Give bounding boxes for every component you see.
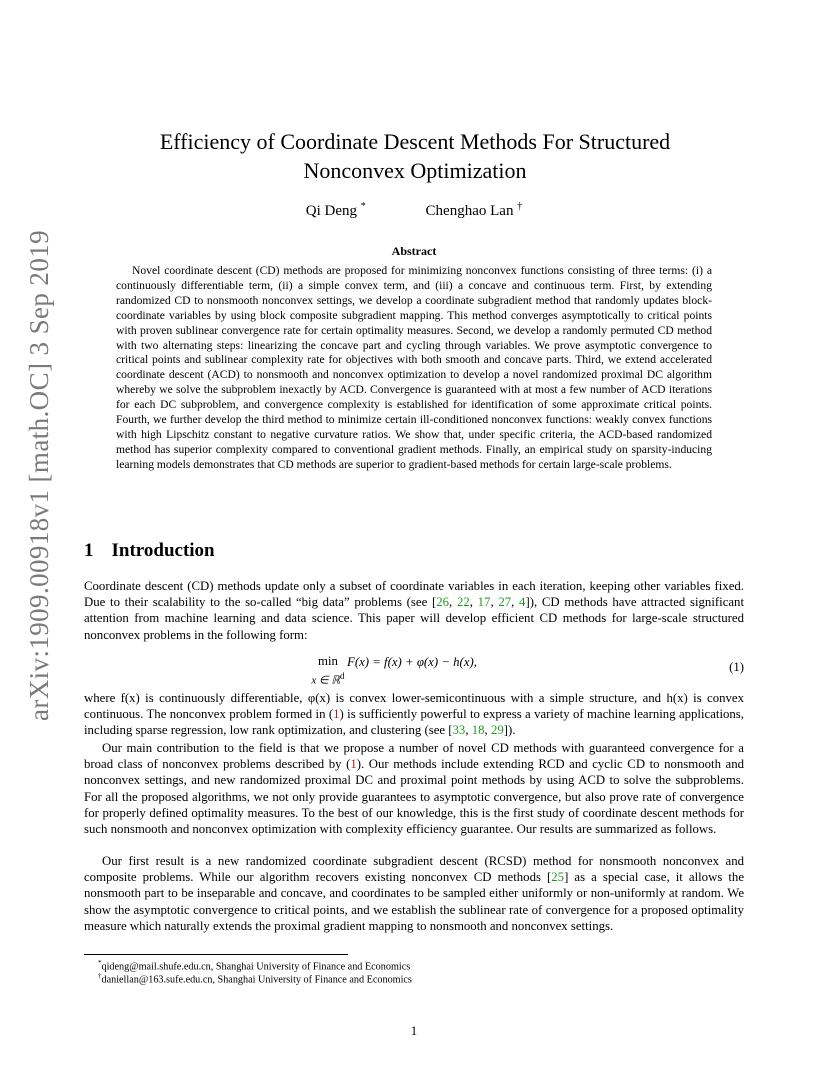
footnote-1-mark: * [98, 959, 102, 967]
citation-link[interactable]: 33 [452, 723, 466, 738]
text-run: Our main contribution to the field is that we propose a number of novel CD methods with guaranteed convergence for a broad class of nonconvex problems described by ( [84, 741, 744, 772]
equation-ref-link[interactable]: 1 [333, 707, 340, 722]
citation-link[interactable]: 4 [519, 595, 526, 610]
citation-link[interactable]: 17 [477, 595, 491, 610]
citation-link[interactable]: 26 [436, 595, 450, 610]
paper-title: Efficiency of Coordinate Descent Methods For Structured Nonconvex Optimization [159, 129, 671, 183]
footnote-2-text: daniellan@163.sufe.edu.cn, Shanghai University of Finance and Economics [101, 974, 412, 986]
footnote-2 [98, 972, 412, 985]
citation-link[interactable]: 18 [471, 723, 485, 738]
author-2 [426, 201, 523, 220]
citation-link[interactable]: 27 [498, 595, 512, 610]
min-subscript [308, 669, 348, 689]
subscript-domain: x ∈ ℝ [311, 674, 341, 687]
subscript-dim: d [340, 671, 345, 681]
intro-paragraph-2: where f(x) is continuously differentiable, φ(x) is convex lower-semicontinuous with a simple structure, and h(x) is convex continuous. The nonconvex problem formed in (1) is sufficiently powerful to express a variety of machine learning applications, including sparse regression, low rank optimization, and clustering (see [33, 18, 29]). [84, 691, 744, 738]
page-number: 1 [410, 1024, 418, 1038]
citation-link[interactable]: 29 [490, 723, 504, 738]
author-1 [306, 201, 366, 220]
citation-link[interactable]: 22 [456, 595, 470, 610]
section-heading [84, 540, 215, 562]
author-2-name: Chenghao Lan [425, 203, 514, 219]
text-run: where f(x) is continuously differentiable, φ(x) is convex lower-semicontinuous with a simple structure, and h(x) is convex continuous. The nonconvex problem formed in ( [84, 691, 744, 722]
text-run: ]), CD methods have attracted significant attention from machine learning and data science. This paper will develop efficient CD methods for large-scale structured nonconvex problems in the following form: [84, 595, 745, 642]
equation-1 [84, 652, 744, 688]
author-1-name: Qi Deng [305, 203, 358, 219]
intro-paragraph-4 [84, 853, 744, 934]
equation-number: (1) [729, 660, 744, 674]
arxiv-identifier [20, 229, 60, 721]
footnote-2-mark: † [98, 972, 102, 980]
text-run: Our first result is a new randomized coordinate subgradient descent (RCSD) method for nonsmooth nonconvex and composite problems. While our algorithm recovers existing nonconvex CD methods [ [84, 854, 744, 885]
equation-min-operator [308, 654, 348, 689]
text-run: ). Our methods include extending RCD and cyclic CD to nonsmooth and nonconvex settings, and new randomized proximal DC and proximal point methods by using ACD to solve the subproblems. For all the proposed algorithms, we not only provide guarantees to asymptotic convergence, but also prove rate of convergence for properly defined optimality measures. To the best of our knowledge, this is the first study of coordinate descent methods for such nonsmooth and nonconvex optimization with complexity efficiency guarantee. Our results are summarized as follows. [84, 757, 744, 837]
footnote-rule [84, 954, 348, 955]
equation-ref-link[interactable]: 1 [350, 757, 357, 772]
citation-link[interactable]: 25 [551, 870, 565, 885]
intro-paragraph-3 [84, 740, 744, 837]
text-run: Coordinate descent (CD) methods update only a subset of coordinate variables in each iteration, keeping other variables fixed. Due to their scalability to the so-called “big data” problems (see [ [84, 579, 744, 610]
abstract-heading: Abstract [391, 244, 437, 258]
text-run: ] as a special case, it allows the nonsmooth part to be inseparable and concave, and coordinates to be sampled either uniformly or non-uniformly at random. We show the asymptotic convergence to critical points, and we establish the sublinear rate of convergence for a proposed optimality measure which naturally extends the proximal gradient mapping to nonsmooth and nonconvex settings. [84, 870, 744, 933]
abstract-body: Novel coordinate descent (CD) methods are proposed for minimizing nonconvex functions consisting of three terms: (i) a continuously differentiable term, (ii) a simple convex term, and (iii) a concave and continuous term. First, by extending randomized CD to nonsmooth nonconvex settings, we develop a coordinate subgradient method that randomly updates block-coordinate variables by using block composite subgradient mapping. This method converges asymptotically to critical points with proven sublinear convergence rate for certain optimality measures. Second, we develop a randomly permuted CD method with two alternating steps: linearizing the concave part and cycling through variables. We prove asymptotic convergence to critical points and sublinear complexity rate for objectives with both smooth and concave parts. Third, we extend accelerated coordinate descent (ACD) to nonsmooth and nonconvex optimization to develop a novel randomized proximal DC algorithm whereby we solve the subproblem inexactly by ACD. Convergence is guaranteed with at most a few number of ACD iterations for each DC subproblem, and convergence complexity is established for identification of some approximate critical points. Fourth, we further develop the third method to minimize certain ill-conditioned nonconvex functions: weakly convex functions with high Lipschitz constant to negative curvature ratios. We show that, under specific criteria, the ACD-based randomized method has superior complexity compared to conventional gradient methods. Finally, an empirical study on sparsity-inducing learning models demonstrates that CD methods are superior to gradient-based methods for certain large-scale problems. [116, 264, 712, 471]
arxiv-identifier-text: arXiv:1909.00918v1 [math.OC] 3 Sep 2019 [24, 229, 55, 721]
min-label: min [318, 654, 338, 668]
section-title: Introduction [111, 540, 215, 561]
text-run: ) is sufficiently powerful to express a variety of machine learning applications, including sparse regression, low rank optimization, and clustering (see [ [84, 707, 744, 738]
footnote-1 [98, 959, 410, 972]
author-list [0, 201, 828, 220]
equation-expression [347, 655, 477, 670]
text-run: ]). [503, 723, 516, 738]
author-2-mark: † [517, 201, 523, 212]
footnote-1-text: qideng@mail.shufe.edu.cn, Shanghai University of Finance and Economics [101, 961, 411, 973]
expression-text: F(x) = f(x) + φ(x) − h(x), [347, 655, 477, 669]
intro-paragraph-1: Coordinate descent (CD) methods update only a subset of coordinate variables in each iteration, keeping other variables fixed. Due to their scalability to the so-called “big data” problems (see [26, 22, 17, 27, 4]), CD methods have attracted significant attention from machine learning and data science. This paper will develop efficient CD methods for large-scale structured nonconvex problems in the following form: [84, 579, 745, 642]
author-1-mark: * [360, 201, 366, 212]
section-number: 1 [84, 540, 94, 561]
